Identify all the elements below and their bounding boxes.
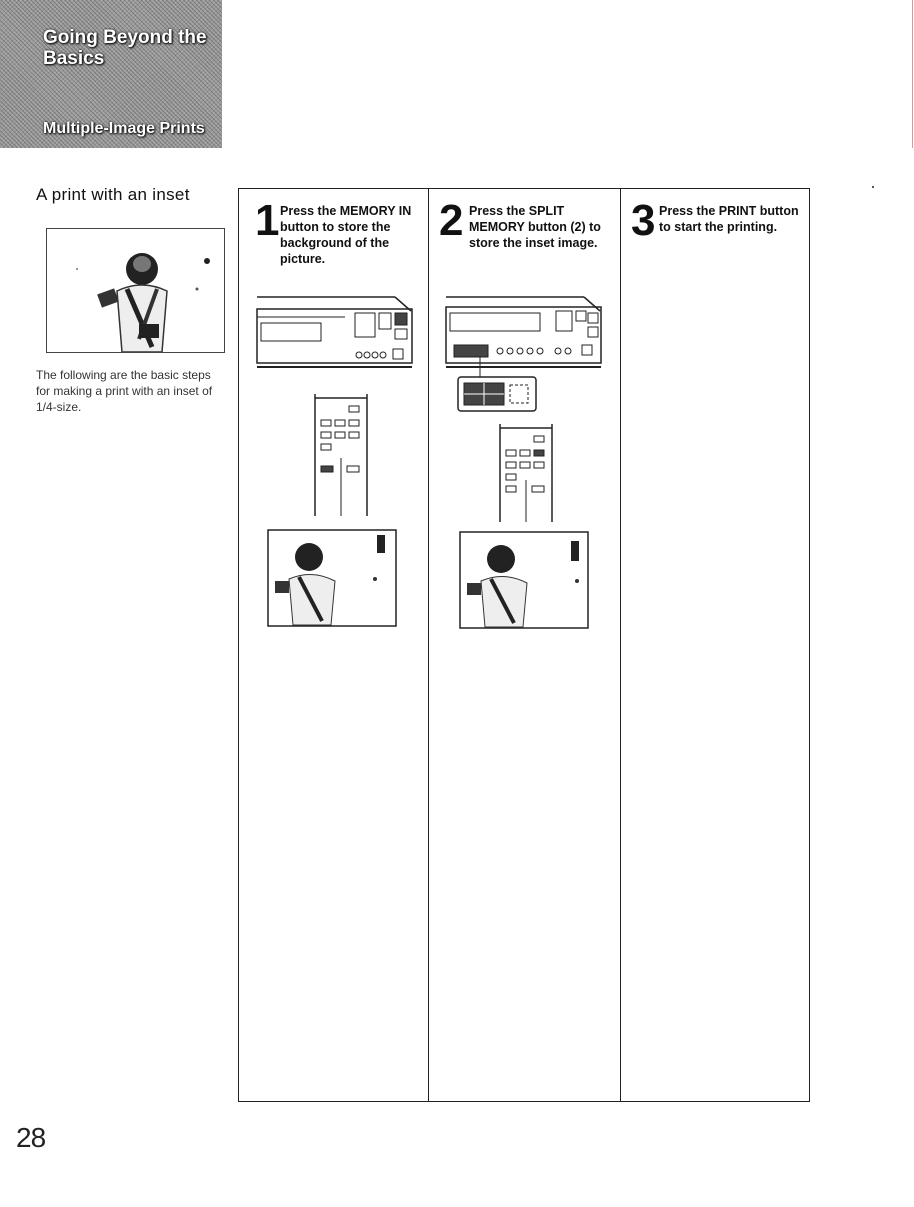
child-photo-image [46, 228, 225, 353]
monitor-screen-illustration [459, 531, 589, 634]
step-3-text: Press the PRINT button to start the printing. [659, 204, 799, 234]
section-title: A print with an inset [36, 185, 190, 204]
monitor-screen-illustration [267, 529, 397, 632]
step-1-text: Press the MEMORY IN button to store the background of the picture. [280, 204, 412, 266]
step-2-text: Press the SPLIT MEMORY button (2) to store the inset image. [469, 204, 601, 250]
page-edge-rule [912, 0, 913, 148]
step-1-number: 1 [255, 196, 280, 245]
remote-control-illustration [496, 424, 556, 527]
chapter-header-banner [0, 0, 222, 148]
chapter-subtitle: Multiple-Image Prints [43, 120, 205, 137]
section-description: The following are the basic steps for making a print with an inset of 1/4-size. [36, 368, 213, 414]
chapter-title: Going Beyond the Basics [43, 27, 207, 69]
page-number: 28 [16, 1122, 46, 1153]
step-3-number: 3 [631, 196, 656, 245]
printer-split-illustration [444, 289, 604, 424]
remote-control-illustration [311, 394, 371, 521]
step-divider [620, 189, 621, 1101]
step-2-number: 2 [439, 196, 464, 245]
steps-panel [238, 188, 810, 1102]
print-speck [872, 186, 874, 188]
printer-illustration [255, 289, 415, 376]
step-divider [428, 189, 429, 1101]
